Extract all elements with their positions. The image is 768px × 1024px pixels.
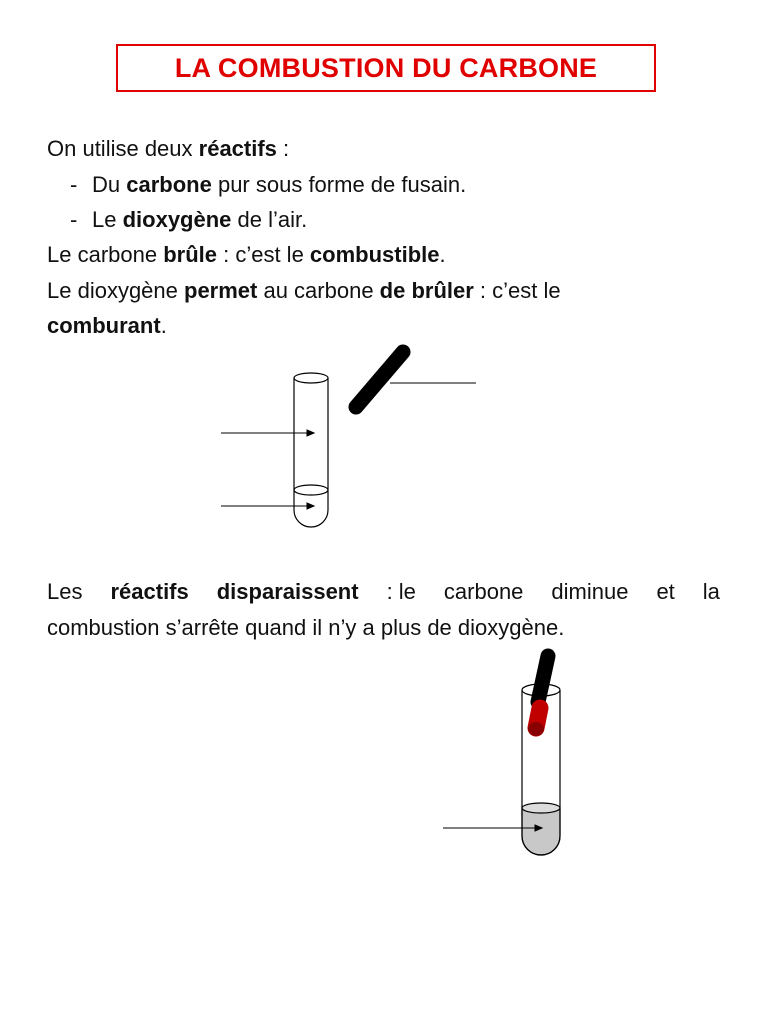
page-title: LA COMBUSTION DU CARBONE bbox=[174, 52, 598, 83]
label-arrows-1 bbox=[221, 383, 476, 509]
conclusion-line-2: combustion s’arrête quand il n’y a plus de dioxygène. bbox=[47, 615, 565, 640]
intro-line-combustible: Le carbone brûle : c’est le combustible. bbox=[47, 242, 446, 267]
intro-line-comburant-end: comburant. bbox=[47, 313, 167, 338]
limewater-2 bbox=[522, 803, 560, 855]
conclusion-line-1: Les réactifs disparaissent : le carbone diminue et la bbox=[47, 579, 720, 604]
list-item-oxygen: - Le dioxygène de l’air. bbox=[70, 207, 308, 232]
test-tube-1 bbox=[294, 373, 328, 527]
diagram-before bbox=[210, 340, 500, 540]
intro-line-1: On utilise deux réactifs : bbox=[47, 136, 290, 161]
diagram-after bbox=[430, 640, 590, 870]
intro-line-comburant: Le dioxygène permet au carbone de brûler : c’est le bbox=[47, 278, 561, 303]
title-box bbox=[116, 44, 656, 92]
conclusion-paragraph bbox=[47, 574, 720, 646]
list-item-carbon: - Du carbone pur sous forme de fusain. bbox=[70, 172, 467, 197]
charcoal-stick-2 bbox=[528, 656, 548, 736]
